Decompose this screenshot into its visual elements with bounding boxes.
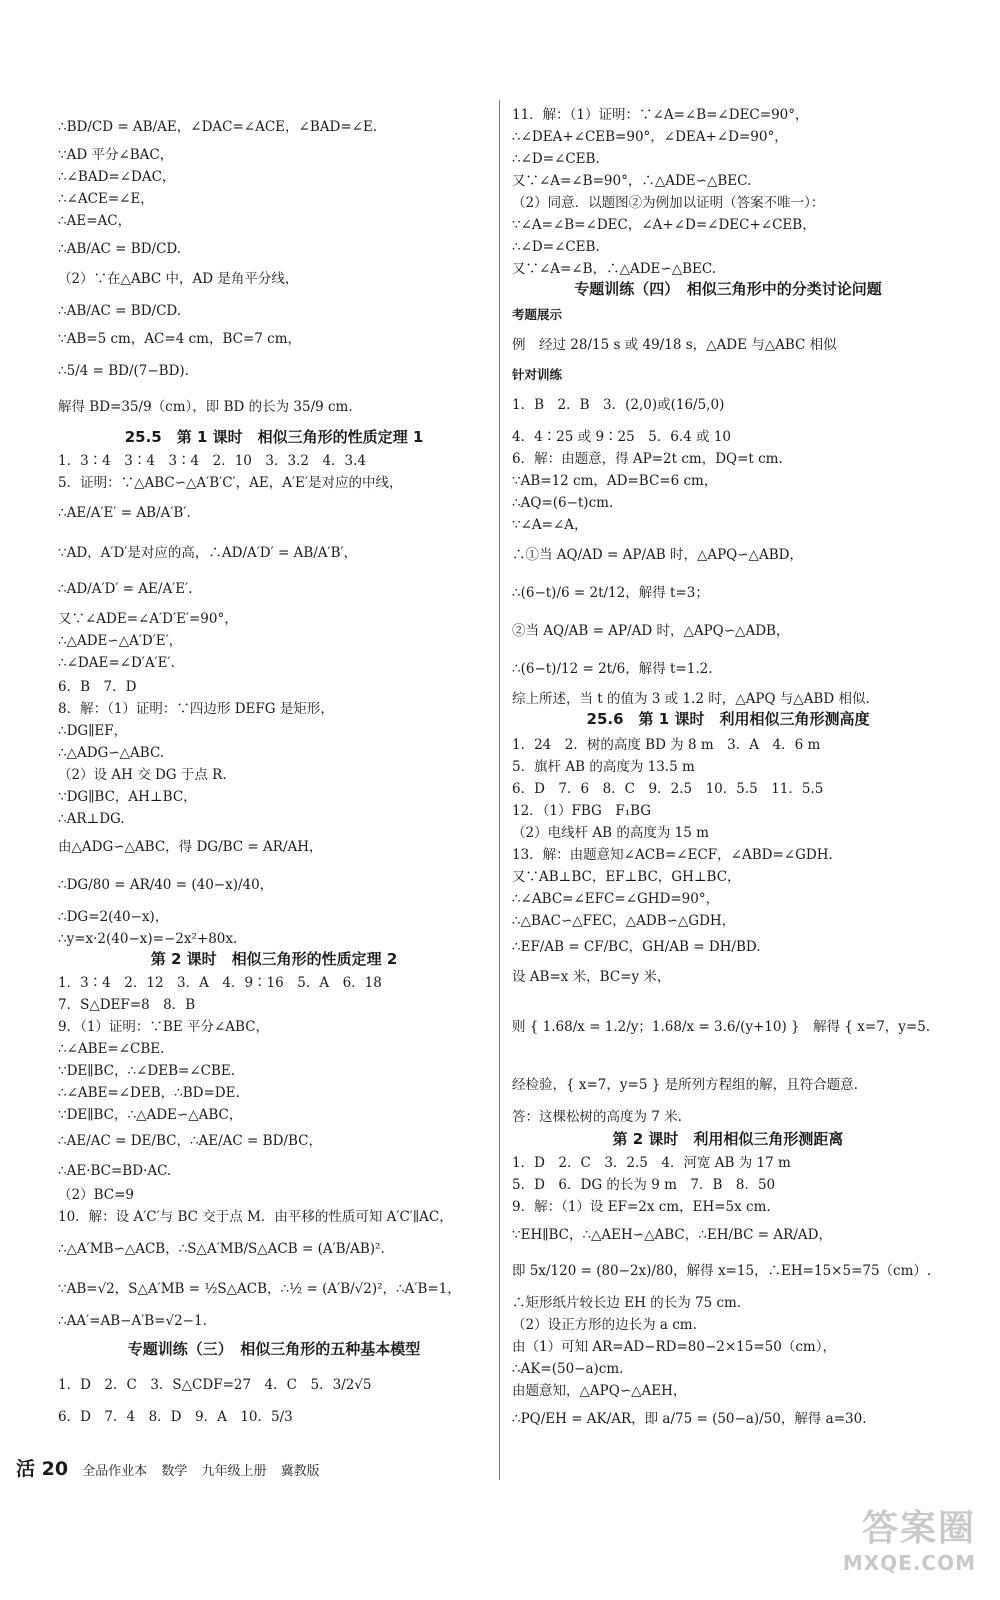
answer-line: ∴AQ=(6−t)cm. bbox=[512, 495, 614, 511]
answer-line: 又∵∠ADE=∠A′D′E′=90°， bbox=[58, 611, 238, 627]
answer-line: ∴AB/AC = BD/CD. bbox=[58, 303, 182, 319]
answer-line: 解得 BD=35/9（cm），即 BD 的长为 35/9 cm. bbox=[58, 399, 353, 415]
answer-line: 5．D 6．DG 的长为 9 m 7．B 8．50 bbox=[512, 1177, 776, 1193]
answer-line: ∵∠A=∠B=∠DEC，∠A+∠D=∠DEC+∠CEB， bbox=[512, 217, 816, 233]
answer-line: ∴AE/AC = DE/BC，∴AE/AC = BD/BC， bbox=[58, 1133, 322, 1149]
answer-line: 6．D 7．6 8．C 9．2.5 10．5.5 11．5.5 bbox=[512, 781, 824, 797]
answer-line: ∴①当 AQ/AD = AP/AB 时，△APQ∽△ABD， bbox=[512, 547, 803, 563]
answer-line: 例 经过 28/15 s 或 49/18 s，△ADE 与△ABC 相似 bbox=[512, 337, 837, 353]
watermark-url: MXQE.COM bbox=[842, 1551, 976, 1575]
answer-line: 由题意知，△APQ∽△AEH， bbox=[512, 1383, 687, 1399]
answer-line: 综上所述，当 t 的值为 3 或 1.2 时，△APQ 与△ABD 相似. bbox=[512, 691, 870, 707]
section-heading: 专题训练（四） 相似三角形中的分类讨论问题 bbox=[574, 280, 882, 298]
answer-line: ∴AE=AC， bbox=[58, 213, 132, 229]
answer-line: （2）∵在△ABC 中，AD 是角平分线， bbox=[58, 271, 299, 287]
answer-line: 12．（1）FBG F₁BG bbox=[512, 803, 652, 819]
answer-line: 由（1）可知 AR=AD−RD=80−2×15=50（cm）， bbox=[512, 1339, 836, 1355]
answer-line: 7．S△DEF=8 8．B bbox=[58, 997, 196, 1013]
grade: 九年级上册 bbox=[201, 1464, 267, 1479]
answer-line: 经检验，{ x=7，y=5 } 是所列方程组的解，且符合题意. bbox=[512, 1077, 858, 1093]
answer-line: 6．D 7．4 8．D 9．A 10．5/3 bbox=[58, 1409, 293, 1425]
answer-line: ∵∠A=∠A， bbox=[512, 517, 588, 533]
answer-line: ∴DG/80 = AR/40 = (40−x)/40， bbox=[58, 877, 274, 893]
answer-line: 1．D 2．C 3．2.5 4．河宽 AB 为 17 m bbox=[512, 1155, 791, 1171]
answer-line: 设 AB=x 米，BC=y 米， bbox=[512, 969, 671, 985]
answer-line: 1．D 2．C 3．S△CDF=27 4．C 5．3/2√5 bbox=[58, 1377, 372, 1393]
section-heading: 第 2 课时 利用相似三角形测距离 bbox=[612, 1130, 844, 1148]
answer-line: ∵AD 平分∠BAC， bbox=[58, 147, 174, 163]
answer-line: （2）BC=9 bbox=[58, 1187, 134, 1203]
answer-line: ∵AB=√2，S△A′MB = ½S△ACB，∴½ = (A′B/√2)²，∴A′B=1， bbox=[58, 1281, 461, 1297]
answer-line: ∴EF/AB = CF/BC，GH/AB = DH/BD. bbox=[512, 939, 761, 955]
answer-line: ∴(6−t)/12 = 2t/6，解得 t=1.2. bbox=[512, 661, 713, 677]
answer-line: ∴△ADG∽△ABC. bbox=[58, 745, 165, 761]
answer-line: ∵AB=5 cm，AC=4 cm，BC=7 cm， bbox=[58, 331, 301, 347]
answer-line: 9．（1）证明：∵BE 平分∠ABC， bbox=[58, 1019, 270, 1035]
answer-line: ∴∠D=∠CEB. bbox=[512, 239, 600, 255]
answer-line: ∴AA′=AB−A′B=√2−1. bbox=[58, 1313, 207, 1329]
answer-line: ∵EH∥BC，∴△AEH∽△ABC，∴EH/BC = AR/AD， bbox=[512, 1227, 832, 1243]
section-heading: 25.6 第 1 课时 利用相似三角形测高度 bbox=[586, 710, 870, 728]
answer-line: ∴∠DEA+∠CEB=90°，∠DEA+∠D=90°， bbox=[512, 129, 788, 145]
answer-line: ∴∠D=∠CEB. bbox=[512, 151, 600, 167]
answer-line: ∴△BAC∽△FEC，△ADB∽△GDH， bbox=[512, 913, 736, 929]
answer-line: 5．旗杆 AB 的高度为 13.5 m bbox=[512, 759, 695, 775]
answer-line: （2）设 AH 交 DG 于点 R. bbox=[58, 767, 227, 783]
answer-line: ∴∠ABE=∠CBE. bbox=[58, 1041, 165, 1057]
answer-line: 9．解：（1）设 EF=2x cm，EH=5x cm. bbox=[512, 1199, 771, 1215]
answer-line: （2）电线杆 AB 的高度为 15 m bbox=[512, 825, 709, 841]
answer-line: 10．解：设 A′C′与 BC 交于点 M．由平移的性质可知 A′C′∥AC， bbox=[58, 1209, 453, 1225]
answer-line: ∴∠BAD=∠DAC， bbox=[58, 169, 176, 185]
answer-line: ∴(6−t)/6 = 2t/12，解得 t=3； bbox=[512, 585, 709, 601]
answer-line: 1．B 2．B 3．(2,0)或(16/5,0) bbox=[512, 397, 725, 413]
answer-line: 6．B 7．D bbox=[58, 679, 137, 695]
answer-line: ∴∠DAE=∠D′A′E′. bbox=[58, 655, 175, 671]
answer-line: 13．解：由题意知∠ACB=∠ECF，∠ABD=∠GDH. bbox=[512, 847, 833, 863]
answer-line: ∴DG=2(40−x)， bbox=[58, 909, 169, 925]
answer-line: 由△ADG∽△ABC，得 DG/BC = AR/AH， bbox=[58, 839, 323, 855]
answer-line: 1．24 2．树的高度 BD 为 8 m 3．A 4．6 m bbox=[512, 737, 821, 753]
answer-line: ∵AD，A′D′是对应的高，∴AD/A′D′ = AB/A′B′， bbox=[58, 545, 358, 561]
answer-line: ∴5/4 = BD/(7−BD). bbox=[58, 363, 189, 379]
answer-line: 4．4∶25 或 9∶25 5．6.4 或 10 bbox=[512, 429, 732, 445]
answer-line: ②当 AQ/AB = AP/AD 时，△APQ∽△ADB， bbox=[512, 623, 790, 639]
answer-line: 又∵∠A=∠B，∴△ADE∽△BEC. bbox=[512, 261, 717, 277]
answer-line: ∴△ADE∽△A′D′E′， bbox=[58, 633, 183, 649]
section-heading: 25.5 第 1 课时 相似三角形的性质定理 1 bbox=[124, 428, 424, 446]
page-footer bbox=[16, 1454, 330, 1481]
subsection-label: 考题展示 bbox=[512, 307, 563, 322]
answer-line: ∴BD/CD = AB/AE，∠DAC=∠ACE，∠BAD=∠E. bbox=[58, 119, 378, 135]
answer-line: 则 { 1.68/x = 1.2/y；1.68/x = 3.6/(y+10) } 解得 { x=7，y=5. bbox=[512, 1019, 931, 1035]
answer-line: ∴PQ/EH = AK/AR，即 a/75 = (50−a)/50，解得 a=30. bbox=[512, 1411, 867, 1427]
answer-line: ∴AK=(50−a)cm. bbox=[512, 1361, 624, 1377]
answer-line: 1．3∶4 2．12 3．A 4．9∶16 5．A 6．18 bbox=[58, 975, 382, 991]
answer-line: ∵AB=12 cm，AD=BC=6 cm， bbox=[512, 473, 718, 489]
answer-line: ∴矩形纸片较长边 EH 的长为 75 cm. bbox=[512, 1295, 742, 1311]
answer-line: ∴DG∥EF， bbox=[58, 723, 128, 739]
section-heading: 专题训练（三） 相似三角形的五种基本模型 bbox=[127, 1340, 421, 1358]
watermark bbox=[843, 1500, 976, 1575]
answer-line: 又∵∠A=∠B=90°，∴△ADE∽△BEC. bbox=[512, 173, 752, 189]
answer-line: ∴AE·BC=BD·AC. bbox=[58, 1163, 172, 1179]
edition: 冀教版 bbox=[280, 1464, 320, 1479]
answer-line: （2）同意．以题图②为例加以证明（答案不唯一）： bbox=[512, 195, 825, 211]
answer-line: ∵DG∥BC，AH⊥BC， bbox=[58, 789, 197, 805]
answer-line: ∴AD/A′D′ = AE/A′E′. bbox=[58, 581, 193, 597]
subsection-label: 针对训练 bbox=[512, 367, 563, 382]
answer-line: ∴△A′MB∽△ACB，∴S△A′MB/S△ACB = (A′B/AB)². bbox=[58, 1241, 385, 1257]
column-divider bbox=[499, 100, 500, 1480]
answer-line: ∴y=x·2(40−x)=−2x²+80x. bbox=[58, 931, 238, 947]
answer-line: 6．解：由题意，得 AP=2t cm，DQ=t cm. bbox=[512, 451, 783, 467]
answer-line: ∴AR⊥DG. bbox=[58, 811, 125, 827]
answer-line: ∴∠ABC=∠EFC=∠GHD=90°， bbox=[512, 891, 720, 907]
answer-line: ∴∠ACE=∠E， bbox=[58, 191, 154, 207]
book-title: 全品作业本 bbox=[82, 1464, 148, 1479]
section-heading: 第 2 课时 相似三角形的性质定理 2 bbox=[150, 950, 398, 968]
answer-line: 1．3∶4 3∶4 3∶4 2．10 3．3.2 4．3.4 bbox=[58, 453, 367, 469]
answer-line: 5．证明：∵△ABC∽△A′B′C′，AE，A′E′是对应的中线， bbox=[58, 475, 403, 491]
answer-line: ∵DE∥BC，∴∠DEB=∠CBE. bbox=[58, 1063, 236, 1079]
page-number: 活 20 bbox=[16, 1458, 69, 1480]
answer-line: ∴AE/A′E′ = AB/A′B′. bbox=[58, 505, 191, 521]
answer-line: 8．解：（1）证明：∵四边形 DEFG 是矩形， bbox=[58, 701, 334, 717]
answer-line: ∴AB/AC = BD/CD. bbox=[58, 241, 182, 257]
answer-line: 答：这棵松树的高度为 7 米. bbox=[512, 1109, 682, 1125]
subject: 数学 bbox=[161, 1464, 188, 1479]
answer-line: （2）设正方形的边长为 a cm. bbox=[512, 1317, 697, 1333]
answer-line: ∴∠ABE=∠DEB，∴BD=DE. bbox=[58, 1085, 240, 1101]
answer-line: 11．解：（1）证明：∵∠A=∠B=∠DEC=90°， bbox=[512, 107, 809, 123]
answer-line: 又∵AB⊥BC，EF⊥BC，GH⊥BC， bbox=[512, 869, 741, 885]
answer-line: 即 5x/120 = (80−2x)/80，解得 x=15，∴EH=15×5=75（cm）. bbox=[512, 1263, 932, 1279]
watermark-logo: 答案圈 bbox=[861, 1508, 976, 1549]
answer-line: ∵DE∥BC，∴△ADE∽△ABC， bbox=[58, 1107, 243, 1123]
